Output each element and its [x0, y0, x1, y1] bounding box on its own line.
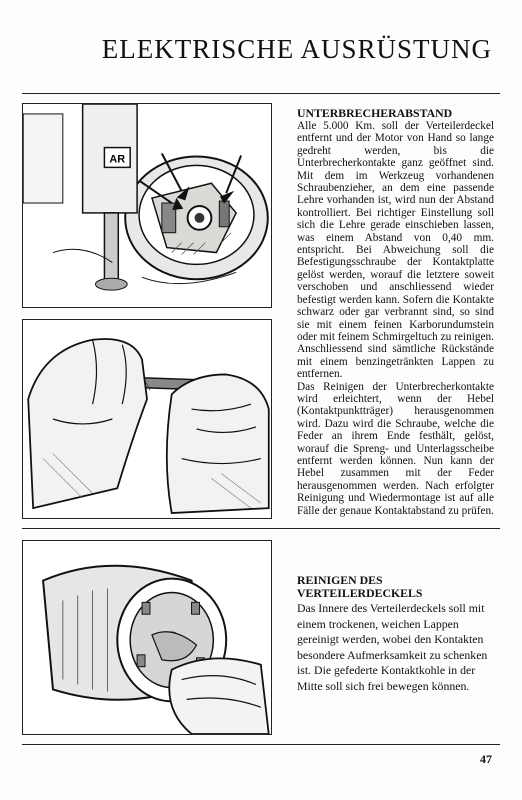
- figure-label: AR: [109, 153, 126, 166]
- section-heading: UNTERBRECHERABSTAND: [297, 106, 453, 120]
- paragraph: Das Innere des Verteilerdeckels soll mit einem trockenen, weichen Lappen gereinigt werden, wobei den Kontakten besondere Aufmerksamkeit zu schenken ist. Die gefederte Kontaktkohle in der Mitte soll sich frei bewegen können.: [297, 601, 488, 693]
- heading-line: REINIGEN DES: [297, 573, 383, 587]
- top-rule: [22, 93, 500, 94]
- section-breaker-gap: [297, 107, 494, 517]
- bottom-rule: [22, 744, 500, 745]
- paragraph: Das Reinigen der Unterbrecherkontakte wird erleichtert, wenn der Hebel (Kontaktpunktträger) herausgenommen wird. Dazu wird die Schraube, welche die Feder an ihrem Ende festhält, gelöst, worauf die Spreng- und Unterlagsscheibe entfernt werden können. Nun kann der Hebel zusammen mit der Feder herausgenommen werden. Nach erfolgter Reinigung und Wiedermontage ist auf alle Fälle der genaue Kontaktabstand zu prüfen.: [297, 380, 494, 517]
- figure-distributor-cap: [22, 540, 272, 735]
- heading-line: VERTEILERDECKELS: [297, 586, 423, 600]
- distributor-cap-illustration: [23, 541, 271, 734]
- section-cap-cleaning: [297, 574, 494, 694]
- page-number: 47: [480, 752, 492, 766]
- hands-file-illustration: [23, 320, 271, 518]
- middle-rule: [22, 528, 500, 529]
- distributor-illustration: [23, 104, 271, 307]
- section-heading: [297, 574, 494, 600]
- figure-cleaning-contacts: [22, 319, 272, 519]
- figure-breaker-points: [22, 103, 272, 308]
- paragraph: Alle 5.000 Km. soll der Verteilerdeckel entfernt und der Motor von Hand so lange gedreht werden, bis die Unterbrecherkontakte ganz geöffnet sind. Mit dem im Werkzeug vorhandenen Schraubenzieher, an dem eine passende Lehre vorhanden ist, wird nun der Abstand kontrolliert. Bei richtiger Einstellung soll sich die Lehre gerade einschieben lassen, was einem Abstand von 0,40 mm. entspricht. Bei Abweichung soll die Befestigungsschraube der Kontaktplatte gelöst werden, worauf die letztere soweit verschoben und anschliessend wieder befestigt werden kann. Sofern die Kontakte schwarz oder gar verbrannt sind, so sind sie mit einem feinen Karborundumstein oder mit feinem Schmirgeltuch zu reinigen. Anschliessend sind sämtliche Rückstände mit einem benzingetränkten Lappen zu entfernen.: [297, 120, 494, 381]
- page-title: ELEKTRISCHE AUSRÜSTUNG: [101, 34, 492, 64]
